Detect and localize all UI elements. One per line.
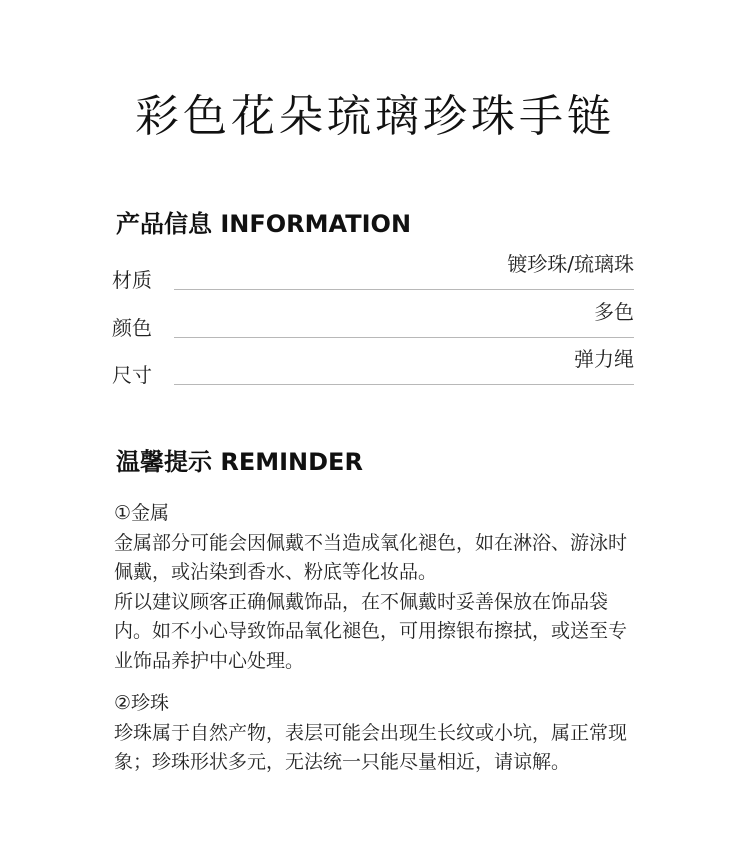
spec-row-size: [112, 347, 634, 387]
note-title-pearl: ②珍珠: [114, 692, 170, 714]
spec-row-material: [112, 252, 634, 292]
note-paragraph: 金属部分可能会因佩戴不当造成氧化褪色，如在淋浴、游泳时佩戴，或沾染到香水、粉底等化妆品。: [114, 531, 628, 583]
note-metal: [114, 499, 644, 676]
note-paragraph: 珍珠属于自然产物，表层可能会出现生长纹或小坑，属正常现象；珍珠形状多元，无法统一只能尽量相近，请谅解。: [114, 721, 628, 773]
spec-label-material: 材质: [112, 268, 152, 292]
product-title: 彩色花朵琉璃珍珠手链: [135, 91, 615, 143]
spec-row-color: [112, 300, 634, 340]
spec-label-size: 尺寸: [112, 363, 152, 387]
spec-label-color: 颜色: [112, 316, 152, 340]
spec-divider: [174, 384, 634, 385]
spec-divider: [174, 337, 634, 338]
spec-value-size: 弹力绳: [574, 347, 634, 371]
spec-divider: [174, 289, 634, 290]
spec-value-color: 多色: [594, 300, 634, 324]
note-title-metal: ①金属: [114, 502, 170, 524]
note-paragraph: 所以建议顾客正确佩戴饰品，在不佩戴时妥善保放在饰品袋内。如不小心导致饰品氧化褪色，可用擦银布擦拭，或送至专业饰品养护中心处理。: [114, 590, 628, 672]
reminder-section-heading: 温馨提示 REMINDER: [116, 448, 363, 476]
note-pearl: [114, 689, 644, 778]
info-section-heading: 产品信息 INFORMATION: [116, 210, 412, 238]
spec-value-material: 镀珍珠/琉璃珠: [507, 252, 634, 276]
